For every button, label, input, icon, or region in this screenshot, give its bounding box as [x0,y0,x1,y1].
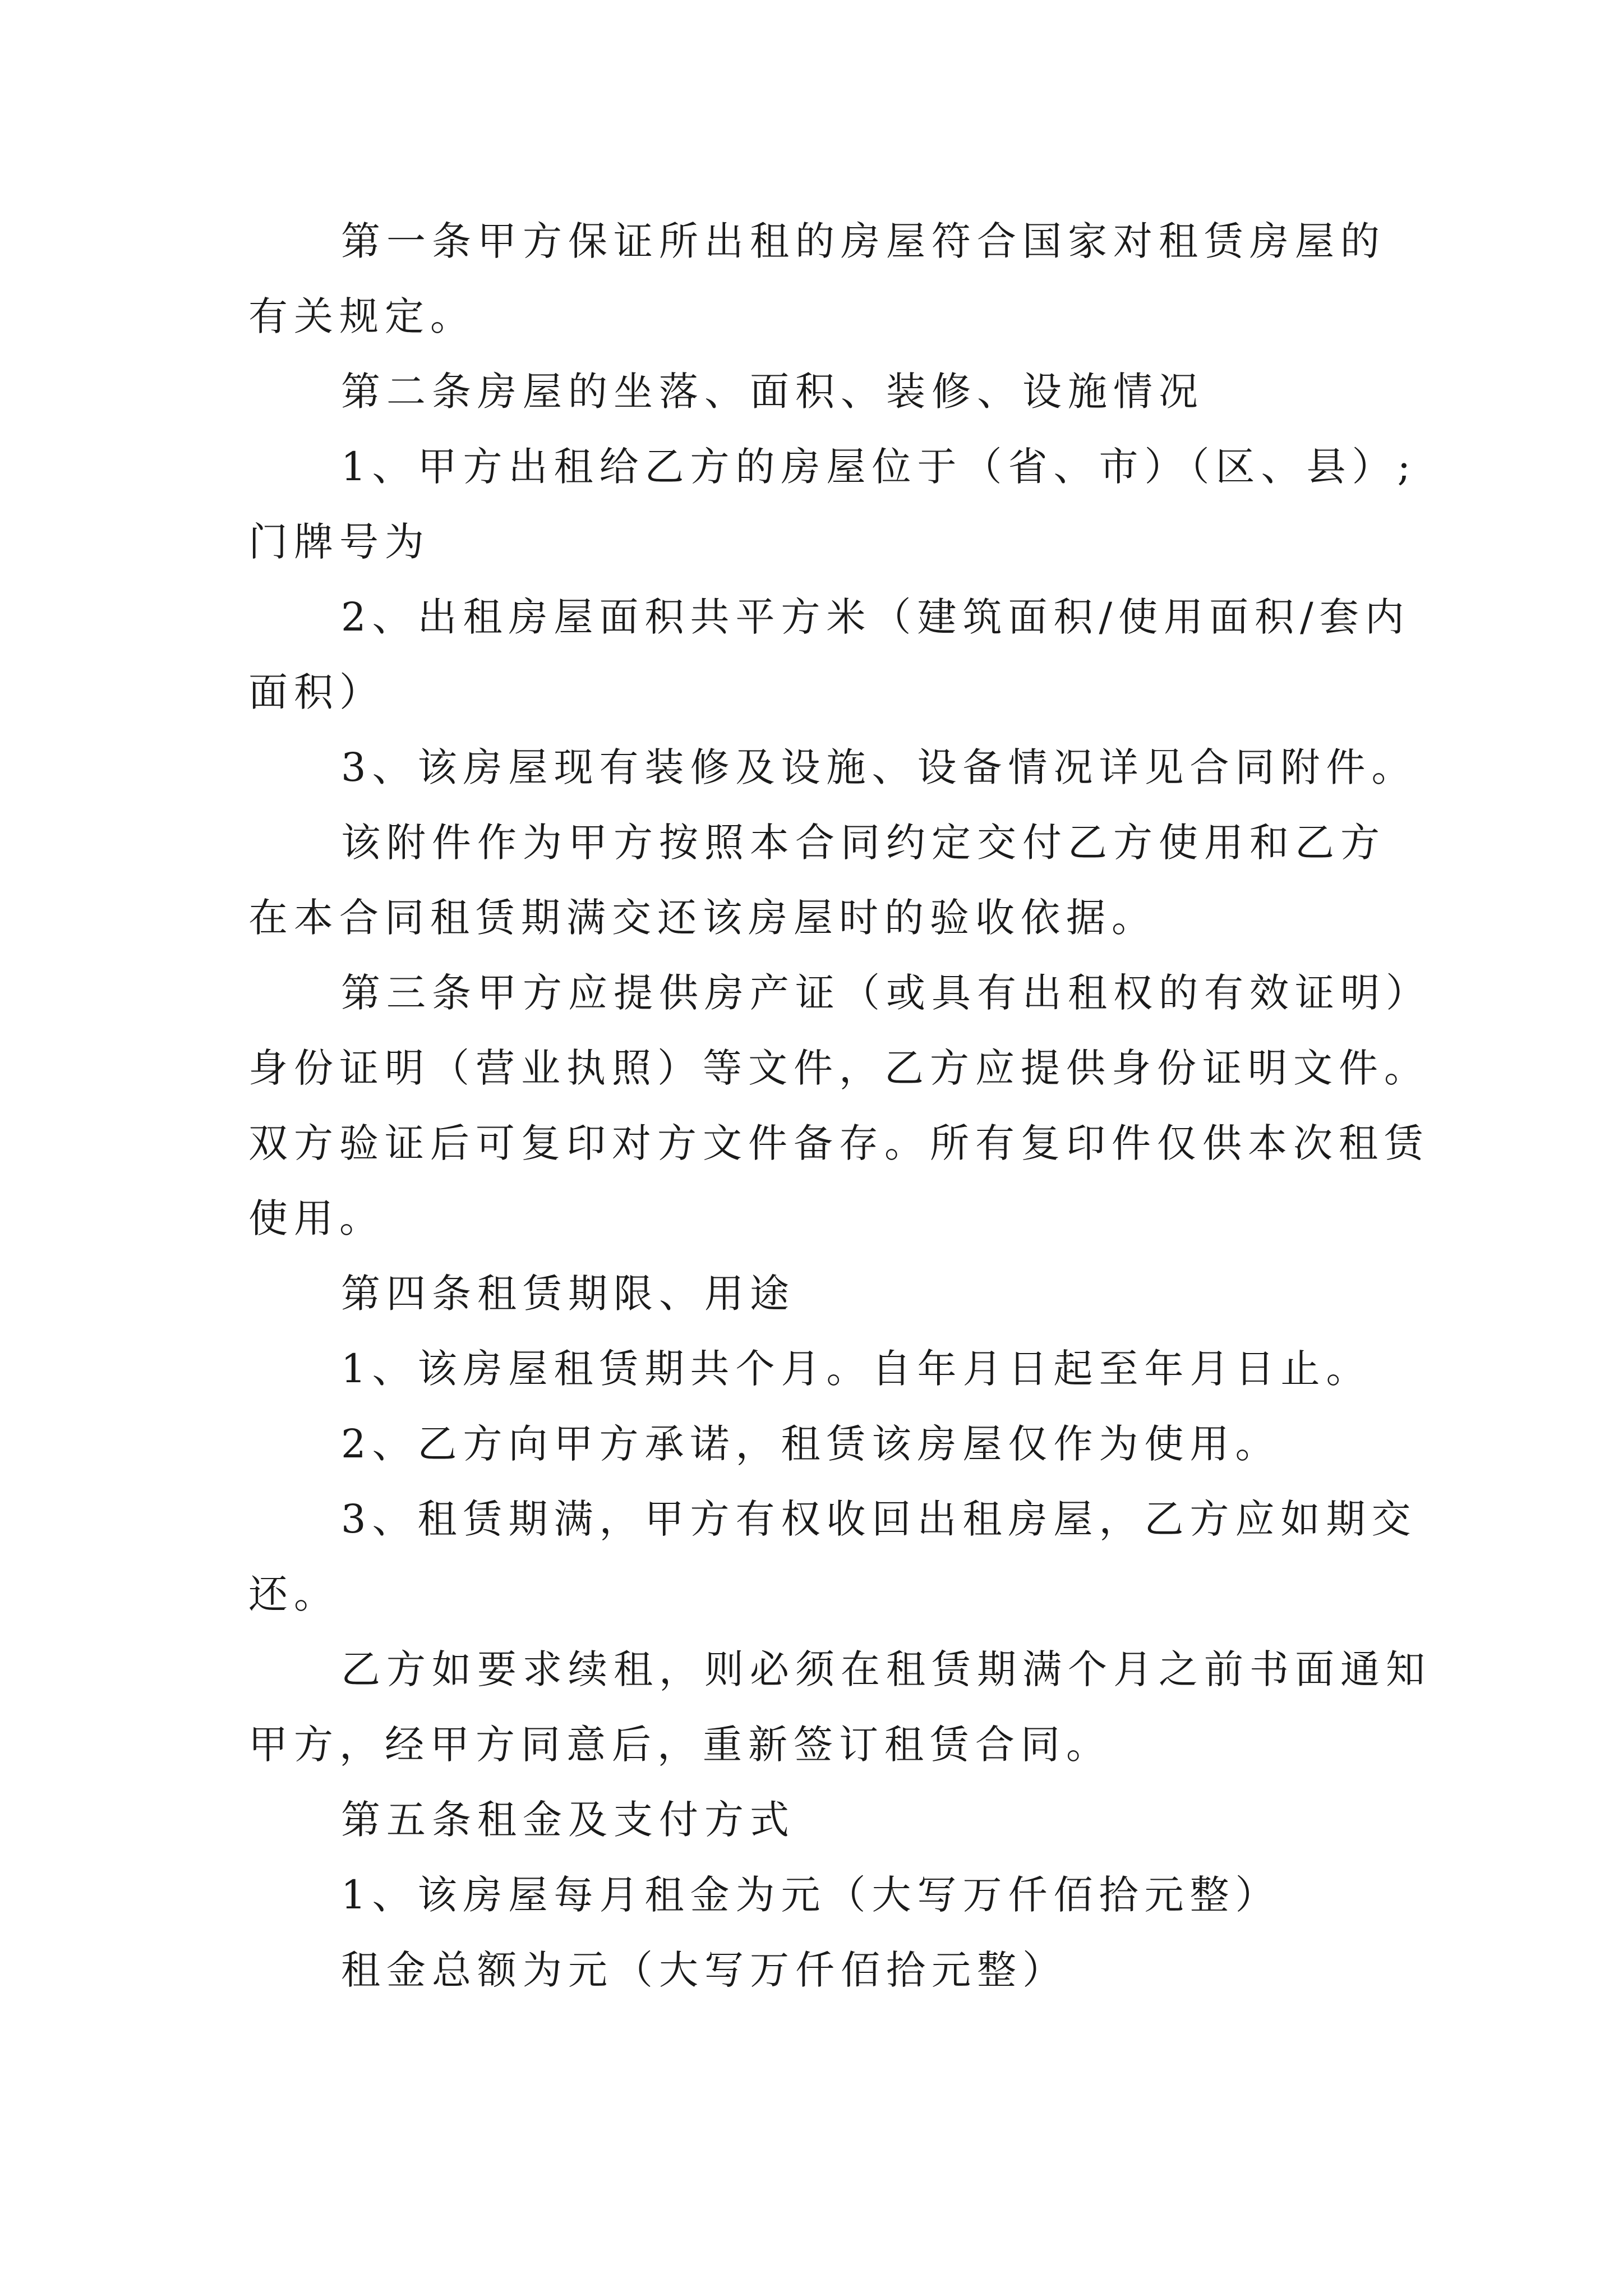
text-line: 1、该房屋租赁期共个月。自年月日起至年月日止。 [341,1346,1372,1392]
text-line: 门牌号为 [248,519,430,565]
text-line: 1、甲方出租给乙方的房屋位于（省、市）（区、县）; [341,444,1417,490]
text-line: 3、该房屋现有装修及设施、设备情况详见合同附件。 [341,744,1417,790]
text-line: 在本合同租赁期满交还该房屋时的验收依据。 [248,895,1157,941]
text-line: 有关规定。 [248,293,476,339]
text-line: 面积） [248,669,385,715]
text-line: 双方验证后可复印对方文件备存。所有复印件仅供本次租赁 [248,1120,1430,1166]
text-line: 第二条房屋的坐落、面积、装修、设施情况 [341,369,1204,415]
text-line: 甲方，经甲方同意后，重新签订租赁合同。 [248,1722,1112,1768]
text-line: 身份证明（营业执照）等文件，乙方应提供身份证明文件。 [248,1045,1430,1091]
text-line: 第三条甲方应提供房产证（或具有出租权的有效证明） [341,970,1431,1016]
text-line: 使用。 [248,1195,385,1241]
text-line: 2、乙方向甲方承诺，租赁该房屋仅作为使用。 [341,1421,1281,1467]
text-line: 第五条租金及支付方式 [341,1797,795,1843]
text-line: 该附件作为甲方按照本合同约定交付乙方使用和乙方 [341,820,1386,866]
text-line: 租金总额为元（大写万仟佰拾元整） [341,1947,1068,1993]
text-line: 1、该房屋每月租金为元（大写万仟佰拾元整） [341,1872,1281,1918]
text-line: 还。 [248,1571,339,1617]
text-line: 第四条租赁期限、用途 [341,1271,795,1317]
text-line: 第一条甲方保证所出租的房屋符合国家对租赁房屋的 [341,218,1386,264]
text-line: 2、出租房屋面积共平方米（建筑面积/使用面积/套内 [341,594,1410,640]
text-line: 3、租赁期满，甲方有权收回出租房屋，乙方应如期交 [341,1496,1417,1542]
text-line: 乙方如要求续租，则必须在租赁期满个月之前书面通知 [341,1646,1431,1692]
